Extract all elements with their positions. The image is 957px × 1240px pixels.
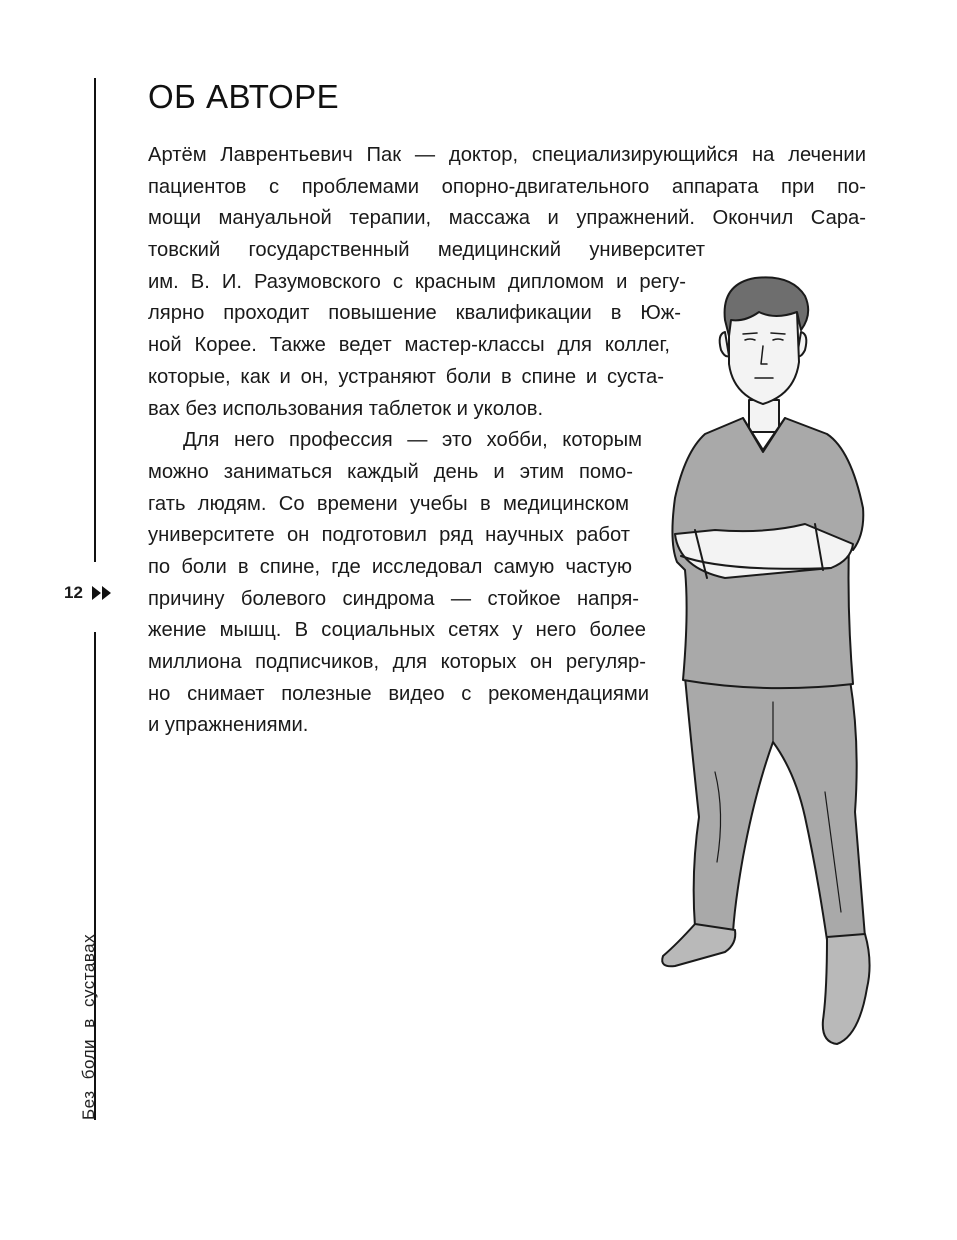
doctor-illustration xyxy=(655,272,885,1062)
text-line: которые, как и он, устраняют боли в спине и суста- xyxy=(148,365,664,388)
text-line: пациентов с проблемами опорно-двигательного аппарата при по- xyxy=(148,175,866,198)
text-line: гать людям. Со времени учебы в медицинском xyxy=(148,492,629,515)
margin-rule-top xyxy=(94,78,96,562)
text-line: можно заниматься каждый день и этим помо- xyxy=(148,460,633,483)
text-line: ной Корее. Также ведет мастер-классы для коллег, xyxy=(148,334,670,357)
text-line: товский государственный медицинский университет xyxy=(148,239,705,262)
text-line: вах без использования таблеток и уколов. xyxy=(148,397,544,420)
section-title: ОБ АВТОРЕ xyxy=(148,78,340,115)
text-line: им. В. И. Разумовского с красным дипломом и регу- xyxy=(148,270,686,293)
text-line: по боли в спине, где исследовал самую частую xyxy=(148,555,632,578)
text-line: университете он подготовил ряд научных работ xyxy=(148,524,630,547)
page-number: 12 xyxy=(64,583,83,602)
running-title: Без боли в суставах xyxy=(79,933,98,1120)
text-line: мощи мануальной терапии, массажа и упражнений. Окончил Сара- xyxy=(148,207,866,230)
page-number-block xyxy=(64,583,112,603)
double-chevron-right-icon xyxy=(92,586,112,600)
text-line: миллиона подписчиков, для которых он регуляр- xyxy=(148,651,646,673)
text-line: причину болевого синдрома — стойкое напря- xyxy=(148,587,639,610)
text-line: но снимает полезные видео с рекомендациями xyxy=(148,682,649,705)
text-line: и упражнениями. xyxy=(148,714,309,737)
text-line: жение мышц. В социальных сетях у него более xyxy=(148,619,646,642)
text-line: Для него профессия — это хобби, которым xyxy=(183,429,642,452)
text-line: Артём Лаврентьевич Пак — доктор, специализирующийся на лечении xyxy=(148,144,866,166)
text-line: лярно проходит повышение квалификации в Юж- xyxy=(148,302,681,325)
